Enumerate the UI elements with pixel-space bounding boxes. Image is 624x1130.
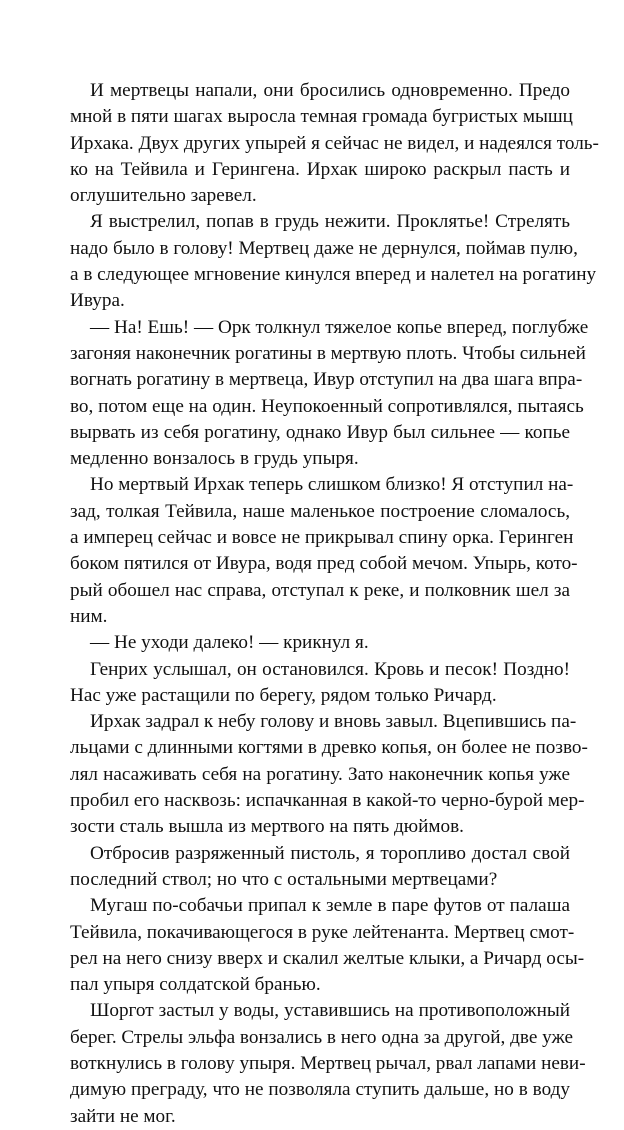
paragraph bbox=[70, 78, 599, 209]
paragraph bbox=[70, 657, 570, 710]
text-line: боком пятился от Ивура, водя пред собой мечом. Упырь, кото- bbox=[70, 553, 578, 575]
text-line: И мертвецы напали, они бросились одновременно. Предо bbox=[90, 80, 570, 101]
text-line: — На! Ешь! — Орк толкнул тяжелое копье вперед, поглубже bbox=[90, 316, 589, 338]
text-line: лял насаживать себя на рогатину. Зато наконечник копья уже bbox=[70, 763, 570, 785]
text-line: надо было в голову! Мертвец даже не дернулся, поймав пулю, bbox=[70, 237, 578, 259]
text-line: оглушительно заревел. bbox=[70, 185, 257, 207]
text-line: загоняя наконечник рогатины в мертвую плоть. Чтобы сильней bbox=[70, 342, 586, 364]
text-line: воткнулись в голову упыря. Мертвец рычал, рвал лапами неви- bbox=[70, 1052, 586, 1074]
text-line: во, потом еще на один. Неупокоенный сопротивлялся, пытаясь bbox=[70, 395, 584, 417]
text-line: ним. bbox=[70, 605, 108, 627]
text-line: Мугаш по-собачьи припал к земле в паре футов от палаша bbox=[90, 895, 570, 917]
text-line: берег. Стрелы эльфа вонзались в него одна за другой, две уже bbox=[70, 1026, 574, 1048]
paragraph bbox=[70, 630, 570, 656]
paragraph bbox=[70, 998, 586, 1129]
text-line: Но мертвый Ирхак теперь слишком близко! Я отступил на- bbox=[90, 474, 574, 496]
text-line: вогнать рогатину в мертвеца, Ивур отступил на два шага впра- bbox=[70, 369, 583, 391]
text-line: Нас уже растащили по берегу, рядом только Ричард. bbox=[70, 684, 497, 706]
text-line: пробил его насквозь: испачканная в какой-то черно-бурой мер- bbox=[70, 790, 585, 812]
text-line: — Не уходи далеко! — крикнул я. bbox=[90, 632, 369, 654]
text-line: Генрих услышал, он остановился. Кровь и песок! Поздно! bbox=[90, 658, 570, 680]
text-line: Я выстрелил, попав в грудь нежити. Проклятье! Стрелять bbox=[90, 211, 570, 233]
paragraph bbox=[70, 709, 588, 840]
text-line: зости сталь вышла из мертвого на пять дюймов. bbox=[70, 816, 464, 838]
text-line: вырвать из себя рогатину, однако Ивур был сильнее — копье bbox=[70, 421, 570, 443]
paragraph bbox=[70, 893, 585, 998]
text-line: льцами с длинными когтями в древко копья, он более не позво- bbox=[70, 737, 588, 759]
text-line: а имперец сейчас и вовсе не прикрывал спину орка. Геринген bbox=[70, 527, 574, 549]
text-line: мной в пяти шагах выросла темная громада бугристых мышц bbox=[70, 106, 573, 128]
text-line: Тейвила, покачивающегося в руке лейтенанта. Мертвец смот- bbox=[70, 921, 575, 943]
paragraph bbox=[70, 209, 597, 314]
paragraph bbox=[70, 315, 589, 473]
text-line: ко на Тейвила и Герингена. Ирхак широко раскрыл пасть и bbox=[70, 158, 570, 180]
text-line: Отбросив разряженный пистоль, я торопливо достал свой bbox=[90, 842, 570, 864]
text-line: зайти не мог. bbox=[70, 1105, 176, 1127]
text-line: медленно вонзалось в грудь упыря. bbox=[70, 448, 359, 470]
text-line: последний ствол; но что с остальными мертвецами? bbox=[70, 868, 498, 890]
text-line: рел на него снизу вверх и скалил желтые клыки, а Ричард осы- bbox=[70, 947, 585, 969]
text-line: Ирхака. Двух других упырей я сейчас не видел, и надеялся толь- bbox=[70, 132, 599, 154]
text-line: а в следующее мгновение кинулся вперед и налетел на рогатину bbox=[70, 264, 597, 286]
text-line: димую преграду, что не позволяла ступить дальше, но в воду bbox=[70, 1079, 570, 1101]
paragraph bbox=[70, 841, 570, 894]
body-text bbox=[70, 78, 599, 1130]
text-line: Ивура. bbox=[70, 290, 125, 312]
text-line: пал упыря солдатской бранью. bbox=[70, 974, 321, 996]
paragraph bbox=[70, 472, 578, 630]
text-line: Ирхак задрал к небу голову и вновь завыл. Вцепившись па- bbox=[90, 711, 577, 733]
text-line: зад, толкая Тейвила, наше маленькое построение сломалось, bbox=[70, 500, 570, 522]
text-line: Шоргот застыл у воды, уставившись на противоположный bbox=[90, 1000, 570, 1022]
text-line: рый обошел нас справа, отступал к реке, и полковник шел за bbox=[70, 579, 570, 601]
